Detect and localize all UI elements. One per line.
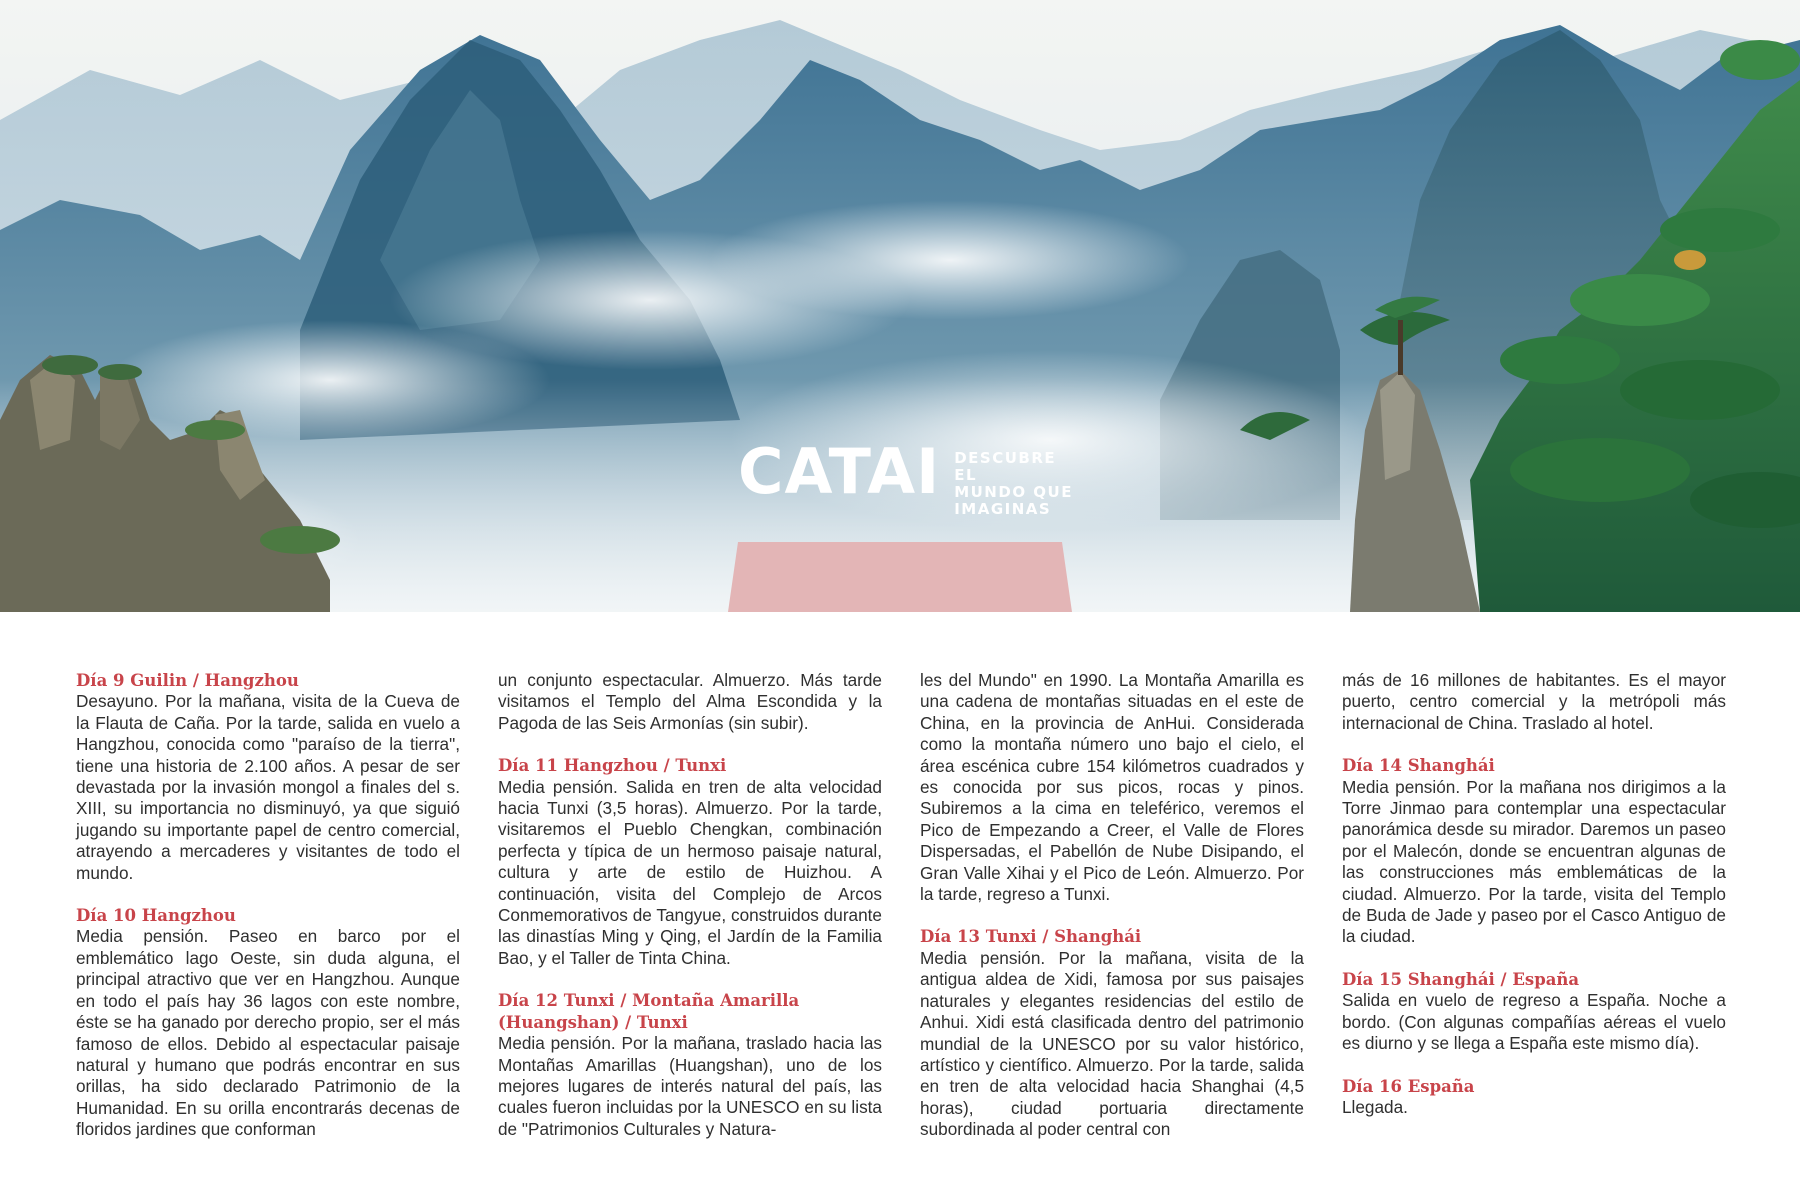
day-heading: Día 11 Hangzhou / Tunxi — [498, 756, 727, 776]
day-description-continued: más de 16 millones de habitantes. Es el mayor puerto, centro comercial y la metrópoli más internacional de China. Traslado al hotel. — [1342, 670, 1726, 733]
tagline-line: MUNDO QUE — [954, 483, 1073, 501]
decorative-pink-tab — [728, 542, 1072, 612]
itinerary-column-4 — [1342, 670, 1726, 1118]
day-heading: Día 10 Hangzhou — [76, 906, 236, 926]
logo-wordmark: CATAI — [738, 435, 941, 508]
day-description: Desayuno. Por la mañana, visita de la Cueva de la Flauta de Caña. Por la tarde, salida en vuelo a Hangzhou, conocida como "paraíso de la tierra", tiene una historia de 2.100 años. A pesar de ser devastada por la invasión mongol a finales del s. XIII, su importancia no disminuyó, ya que siguió jugando su importante papel de centro comercial, atrayendo a mercaderes y visitantes de todo el mundo. — [76, 691, 460, 883]
day-heading: Día 9 Guilin / Hangzhou — [76, 671, 299, 690]
itinerary-columns — [76, 670, 1726, 1170]
logo-tagline — [954, 450, 1078, 518]
day-description-continued: un conjunto espectacular. Almuerzo. Más tarde visitamos el Templo del Alma Escondida y la Pagoda de las Seis Armonías (sin subir). — [498, 670, 882, 733]
day-description: Media pensión. Por la mañana, traslado hacia las Montañas Amarillas (Huangshan), uno de los mejores lugares de interés natural del país, las cuales fueron incluidas por la UNESCO en su lista de "Patrimonios Culturales y Natura- — [498, 1033, 882, 1139]
day-heading: Día 15 Shanghái / España — [1342, 969, 1580, 989]
day-heading: Día 16 España — [1342, 1076, 1475, 1096]
tagline-line: DESCUBRE EL — [954, 449, 1057, 484]
tagline-line: IMAGINAS — [954, 500, 1052, 518]
itinerary-column-2 — [498, 670, 882, 1140]
day-heading: Día 13 Tunxi / Shanghái — [920, 927, 1142, 947]
day-description: Media pensión. Por la mañana nos dirigimos a la Torre Jinmao para contemplar una espectacular panorámica desde su mirador. Daremos un paseo por el Malecón, donde se encuentran algunas de las construcciones más emblemáticas de la ciudad. Almuerzo. Por la tarde, visita del Templo de Buda de Jade y paseo por el Casco Antiguo de la ciudad. — [1342, 776, 1726, 947]
day-description: Media pensión. Por la mañana, visita de la antigua aldea de Xidi, famosa por sus paisajes naturales y elegantes residencias del estilo de Anhui. Xidi está clasificada dentro del patrimonio mundial de la UNESCO por su valor histórico, artístico y científico. Almuerzo. Por la tarde, salida en tren de alta velocidad hacia Shanghai (4,5 horas), ciudad portuaria directamente subordinada al poder central con — [920, 947, 1304, 1140]
day-description: Salida en vuelo de regreso a España. Noche a bordo. (Con algunas compañías aéreas el vuelo es diurno y se llega a España este mismo día). — [1342, 990, 1726, 1054]
day-description: Media pensión. Salida en tren de alta velocidad hacia Tunxi (3,5 horas). Almuerzo. Por la tarde, visitaremos el Pueblo Chengkan, combinación perfecta y típica de un hermoso paisaje natural, cultura y arte de estilo de Huizhou. A continuación, visita del Complejo de Arcos Conmemorativos de Tangyue, construidos durante las dinastías Ming y Qing, el Jardín de la Familia Bao, y el Taller de Tinta China. — [498, 776, 882, 968]
day-heading: Día 14 Shanghái — [1342, 756, 1495, 776]
day-description: Media pensión. Paseo en barco por el emblemático lago Oeste, sin duda alguna, el principal atractivo que ver en Hangzhou. Aunque en todo el país hay 36 lagos con este nombre, éste se ha ganado por derecho propio, ser el más famoso de ellos. Debido al espectacular paisaje natural y humano que podrás encontrar en sus orillas, ha sido declarado Patrimonio de la Humanidad. En su orilla encontrarás decenas de floridos jardines que conforman — [76, 926, 460, 1140]
itinerary-column-1 — [76, 670, 460, 1141]
itinerary-column-3 — [920, 670, 1304, 1141]
day-heading: Día 12 Tunxi / Montaña Amarilla (Huangshan) / Tunxi — [498, 991, 800, 1032]
day-description: Llegada. — [1342, 1096, 1408, 1117]
day-description-continued: les del Mundo" en 1990. La Montaña Amarilla es una cadena de montañas situadas en el este de China, en la provincia de AnHui. Considerada como la montaña número uno bajo el cielo, el área escénica cubre 154 kilómetros cuadrados y es conocida por sus picos, rocas y pinos. Subiremos a la cima en teleférico, veremos el Pico de Empezando a Creer, el Valle de Flores Dispersadas, el Pabellón de Nube Disipando, el Gran Valle Xihai y el Pico de León. Almuerzo. Por la tarde, regreso a Tunxi. — [920, 670, 1304, 905]
catai-logo — [738, 435, 1078, 518]
